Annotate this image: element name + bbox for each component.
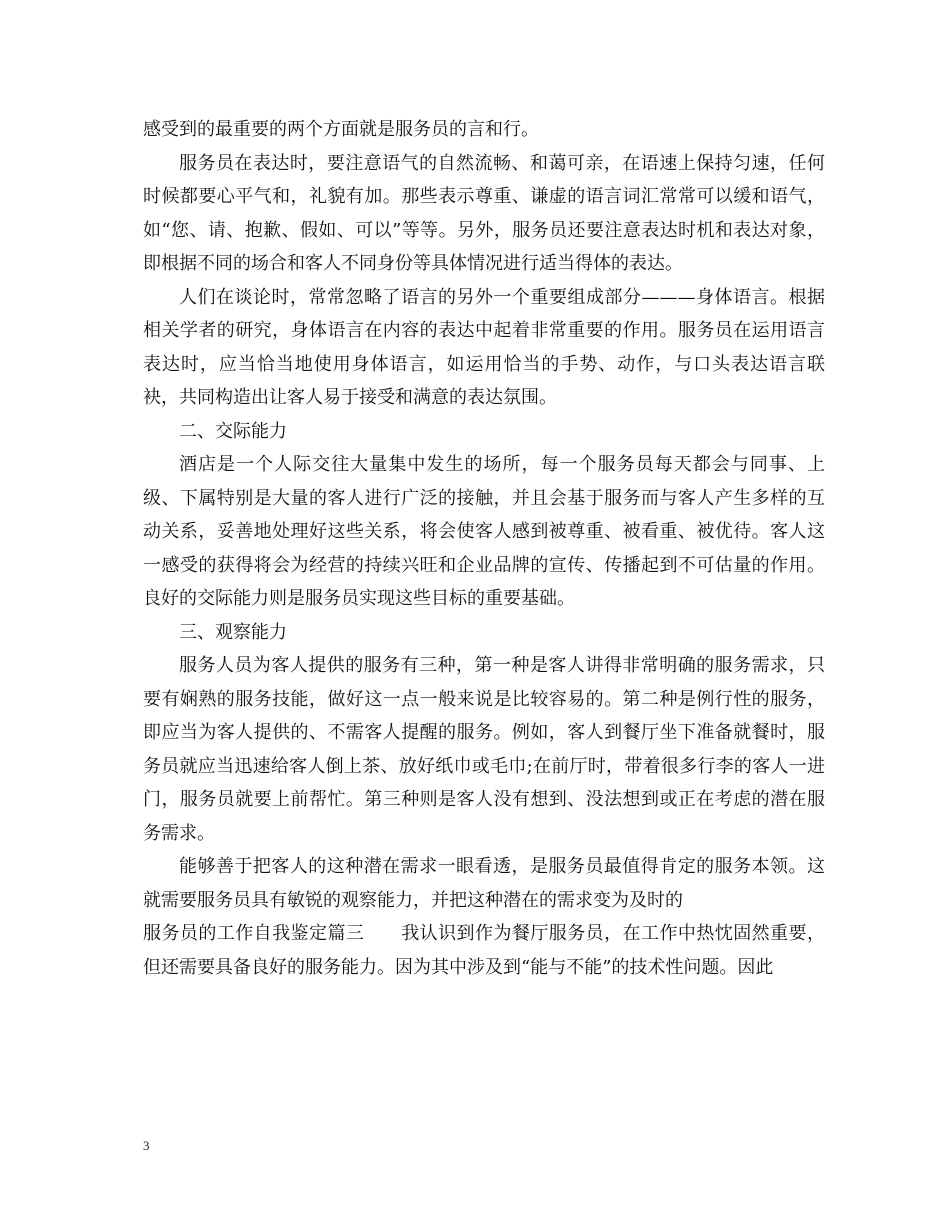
paragraph-6: 能够善于把客人的这种潜在需求一眼看透，是服务员最值得肯定的服务本领。这就需要服务员具有敏锐的观察能力，并把这种潜在的需求变为及时的 [143, 856, 825, 911]
document-body [143, 113, 825, 984]
paragraph-7: 服务员的工作自我鉴定篇三 我认识到作为餐厅服务员，在工作中热忱固然重要，但还需要具备良好的服务能力。因为其中涉及到“能与不能”的技术性问题。因此 [143, 923, 825, 978]
page-number: 3 [143, 1138, 150, 1153]
section-heading-communication: 二、交际能力 [179, 420, 287, 442]
paragraph-2: 服务员在表达时，要注意语气的自然流畅、和蔼可亲，在语速上保持匀速，任何时候都要心平气和，礼貌有加。那些表示尊重、谦虚的语言词汇常常可以缓和语气，如“您、请、抱歉、假如、可以”等等。另外，服务员还要注意表达时机和表达对象，即根据不同的场合和客人不同身份等具体情况进行适当得体的表达。 [143, 152, 825, 274]
paragraph-3: 人们在谈论时，常常忽略了语言的另外一个重要组成部分———身体语言。根据相关学者的研究，身体语言在内容的表达中起着非常重要的作用。服务员在运用语言表达时，应当恰当地使用身体语言，如运用恰当的手势、动作，与口头表达语言联袂，共同构造出让客人易于接受和满意的表达氛围。 [143, 286, 825, 408]
section-heading-observation: 三、观察能力 [179, 621, 287, 643]
paragraph-5: 服务人员为客人提供的服务有三种，第一种是客人讲得非常明确的服务需求，只要有娴熟的服务技能，做好这一点一般来说是比较容易的。第二种是例行性的服务，即应当为客人提供的、不需客人提醒的服务。例如，客人到餐厅坐下准备就餐时，服务员就应当迅速给客人倒上茶、放好纸巾或毛巾;在前厅时，带着很多行李的客人一进门，服务员就要上前帮忙。第三种则是客人没有想到、没法想到或正在考虑的潜在服务需求。 [143, 655, 825, 844]
paragraph-4: 酒店是一个人际交往大量集中发生的场所，每一个服务员每天都会与同事、上级、下属特别是大量的客人进行广泛的接触，并且会基于服务而与客人产生多样的互动关系，妥善地处理好这些关系，将会使客人感到被尊重、被看重、被优待。客人这一感受的获得将会为经营的持续兴旺和企业品牌的宣传、传播起到不可估量的作用。良好的交际能力则是服务员实现这些目标的重要基础。 [143, 454, 825, 609]
paragraph-1: 感受到的最重要的两个方面就是服务员的言和行。 [143, 119, 539, 140]
